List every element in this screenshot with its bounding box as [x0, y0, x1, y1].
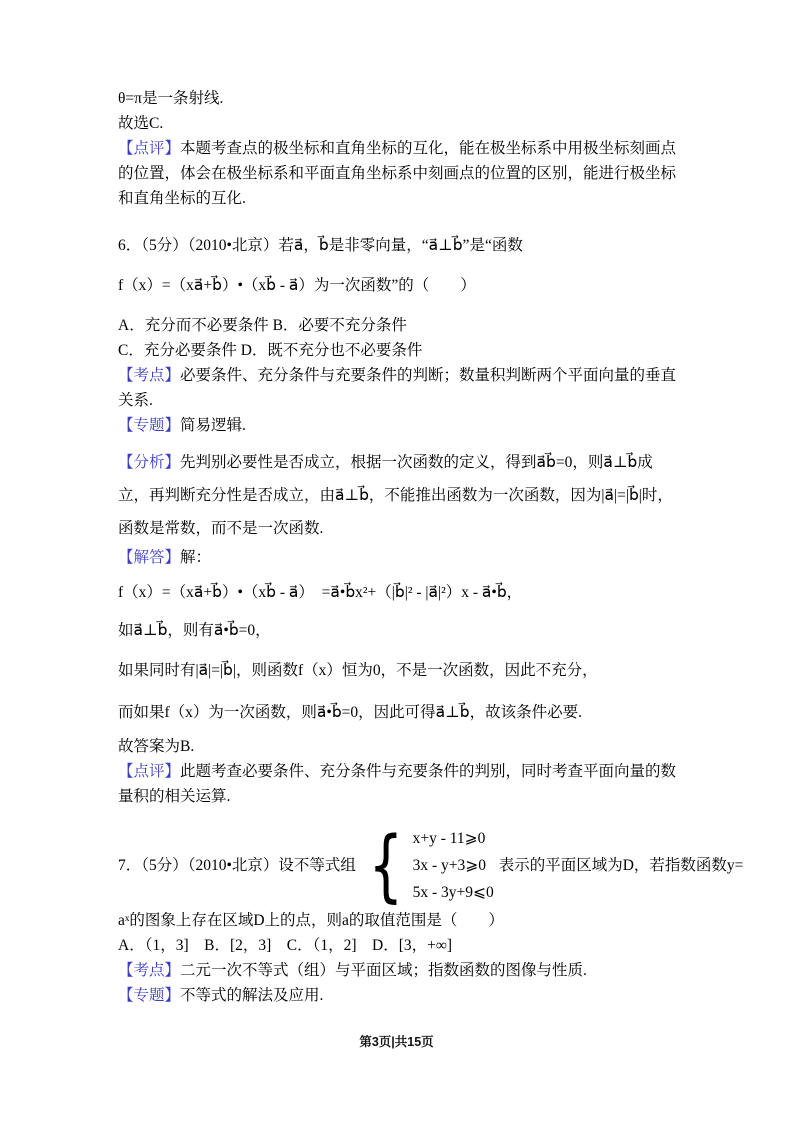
- q6-step1-line: 如a⃗⊥b⃗，则有a⃗•b⃗=0，: [118, 622, 271, 639]
- q7-kaodian-text: 二元一次不等式（组）与平面区域；指数函数的图像与性质.: [180, 962, 587, 979]
- q5-answer-line: 故选C.: [118, 115, 164, 132]
- q5-review-text: 本题考查点的极坐标和直角坐标的互化，能在极坐标系中用极坐标刻画点的位置，体会在极坐标系和平面直角坐标系中刻画点的位置的区别，能进行极坐标和直角坐标的互化.: [118, 140, 677, 207]
- q7-stem-suffix: 表示的平面区域为D，若指数函数y=: [498, 857, 744, 874]
- q6-dianping-paragraph: [118, 759, 680, 809]
- q6-jieda-paragraph: [118, 545, 680, 570]
- q7-options: A．（1，3] B．[2，3] C．（1，2] D．[3，+∞]: [118, 937, 453, 954]
- q6-zhuanti-text: 简易逻辑.: [180, 417, 246, 434]
- q6-stem-line1: 6．（5分）（2010•北京）若a⃗，b⃗是非零向量，“a⃗⊥b⃗”是“函数: [118, 237, 523, 254]
- q7-stem-line2: aˣ的图象上存在区域D上的点，则a的取值范围是（ ）: [118, 912, 504, 929]
- page-footer: 第3页|共15页: [359, 1035, 434, 1049]
- q6-kaodian-text: 必要条件、充分条件与充要条件的判断；数量积判断两个平面向量的垂直关系.: [118, 367, 677, 409]
- q6-kaodian-paragraph: [118, 363, 680, 413]
- q6-fenxi-text: 先判别必要性是否成立，根据一次函数的定义，得到a⃗b⃗=0，则a⃗⊥b⃗成立，再判断充分性是否成立，由a⃗⊥b⃗，不能推出函数为一次函数，因为|a⃗|=|b⃗|时，函数是常数，而不是一次函数.: [118, 454, 673, 537]
- q6-formula-line: f（x）=（xa⃗+b⃗）•（xb⃗ - a⃗） =a⃗•b⃗x²+（|b⃗|² - |a⃗|²）x - a⃗•b⃗，: [118, 584, 523, 601]
- q6-answer-line: 故答案为B.: [118, 738, 195, 755]
- q7-stem: [118, 820, 744, 911]
- q7-inequality-1: x+y - 11⩾0: [412, 830, 486, 847]
- q7-kaodian-tag: 【考点】: [118, 962, 181, 979]
- q6-options-ab: A．充分而不必要条件 B．必要不充分条件: [118, 317, 407, 334]
- q7-inequality-system: [361, 820, 494, 911]
- q6-zhuanti-tag: 【专题】: [118, 417, 181, 434]
- q7-inequality-2: 3x - y+3⩾0: [412, 857, 486, 874]
- q6-options-cd: C．充分必要条件 D．既不充分也不必要条件: [118, 342, 423, 359]
- q7-zhuanti-text: 不等式的解法及应用.: [180, 987, 324, 1004]
- q6-jieda-text: 解：: [180, 549, 212, 566]
- q5-review-paragraph: [118, 136, 680, 211]
- page-content: [118, 86, 744, 1008]
- q7-inequality-3: 5x - 3y+9⩽0: [412, 884, 494, 901]
- q5-review-tag: 【点评】: [118, 140, 181, 157]
- q6-step2-line: 如果同时有|a⃗|=|b⃗|，则函数f（x）恒为0，不是一次函数，因此不充分，: [118, 662, 598, 679]
- q7-zhuanti-paragraph: [118, 983, 680, 1008]
- q6-jieda-tag: 【解答】: [118, 549, 181, 566]
- q7-stem-prefix: 7．（5分）（2010•北京）设不等式组: [118, 857, 356, 874]
- q6-zhuanti-paragraph: [118, 413, 680, 438]
- q6-stem-line2: f（x）=（xa⃗+b⃗）•（xb⃗ - a⃗）为一次函数”的（ ）: [118, 277, 476, 294]
- q7-zhuanti-tag: 【专题】: [118, 987, 181, 1004]
- q6-fenxi-tag: 【分析】: [118, 454, 181, 471]
- brace-icon: {: [368, 820, 404, 911]
- q5-line-theta: θ=π是一条射线.: [118, 90, 224, 107]
- q6-dianping-text: 此题考查必要条件、充分条件与充要条件的判别，同时考查平面向量的数量积的相关运算.: [118, 763, 677, 805]
- q6-dianping-tag: 【点评】: [118, 763, 181, 780]
- q6-fenxi-paragraph: [118, 446, 680, 545]
- q7-system-lines: [411, 825, 494, 906]
- q7-kaodian-paragraph: [118, 958, 680, 983]
- q6-kaodian-tag: 【考点】: [118, 367, 181, 384]
- q6-step3-line: 而如果f（x）为一次函数，则a⃗•b⃗=0，因此可得a⃗⊥b⃗，故该条件必要.: [118, 704, 582, 721]
